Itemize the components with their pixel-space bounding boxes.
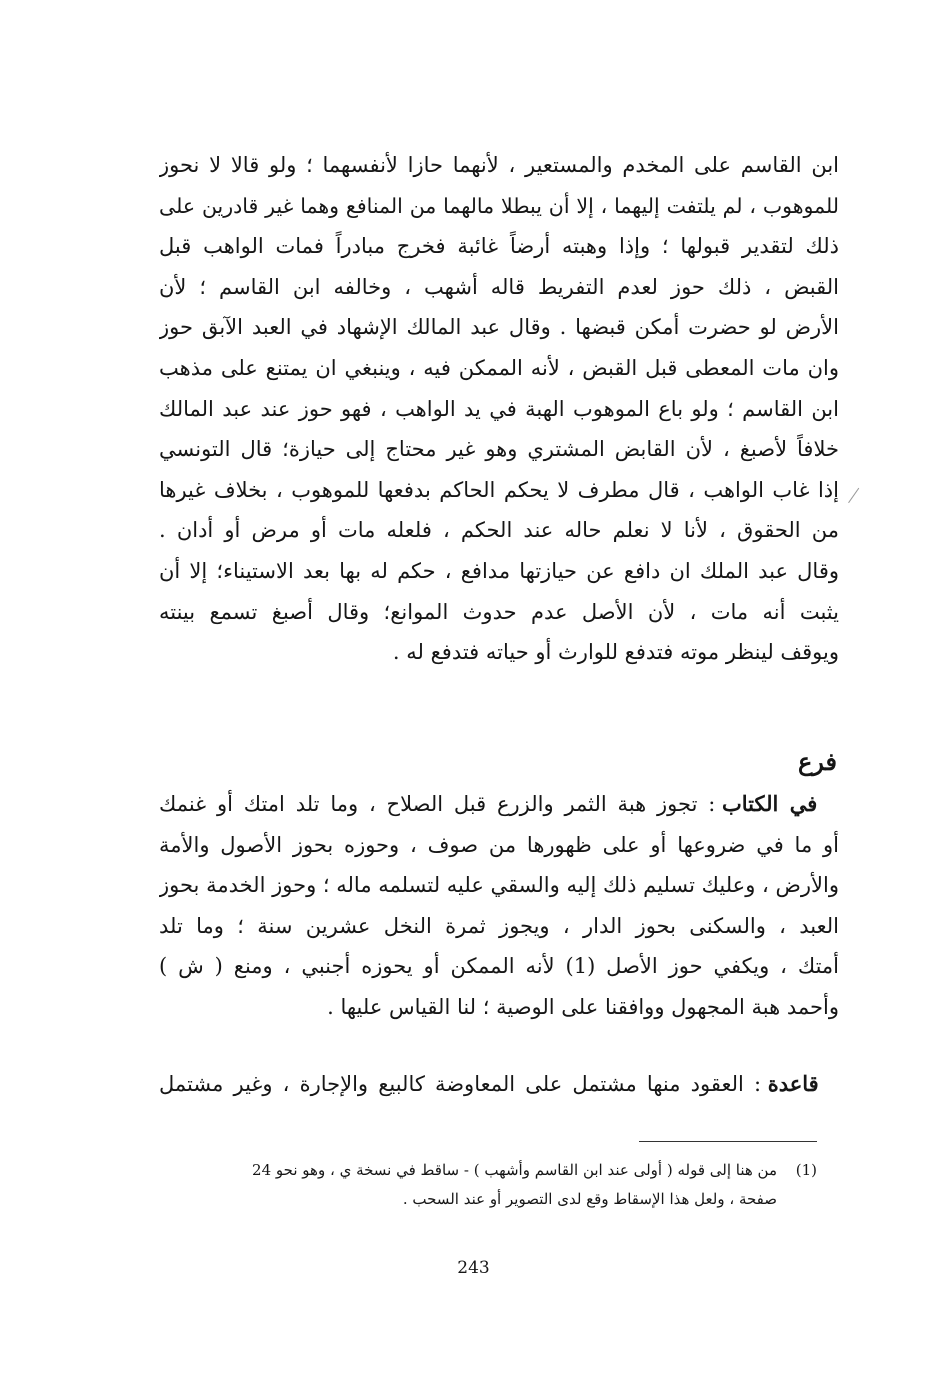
text-line: أو ما في ضروعها أو على ظهورها من صوف ، وحوزه بحوز الأصول والأمة <box>159 832 839 857</box>
text-line: وأحمد هبة المجهول ووافقنا على الوصية ؛ لنا القياس عليها . <box>327 994 839 1019</box>
paragraph-1 <box>159 145 839 673</box>
footnote-number: (1) <box>795 1161 817 1179</box>
footnote-text: صفحة ، ولعل هذا الإسقاط وقع لدى التصوير أو عند السحب . <box>402 1190 777 1208</box>
text-line: وقال عبد الملك ان دافع عن حيازتها مدافع ، حكم له بها بعد الاستيناء؛ إلا أن <box>159 558 839 583</box>
text-line: ابن القاسم ؛ ولو باع الموهوب الهبة في يد الواهب ، فهو حوز عند عبد المالك <box>159 396 839 421</box>
text-line: والأرض ، وعليك تسليم ذلك إليه والسقي عليه لتسلمه ماله ؛ وحوز الخدمة بحوز <box>159 873 839 898</box>
text-line: أمتك ، ويكفي حوز الأصل (1) لأنه الممكن أو يحوزه أجنبي ، ومنع ( ش ) <box>159 954 839 979</box>
text-line: يثبت أنه مات ، لأن الأصل عدم حدوث الموانع؛ وقال أصبغ تسمع بينته <box>159 599 839 624</box>
text-run: : العقود منها مشتمل على المعاوضة كالبيع والإجارة ، وغير مشتمل <box>159 1072 768 1096</box>
text-line: العبد ، والسكنى بحوز الدار ، ويجوز ثمرة النخل عشرين سنة ؛ وما تلد <box>159 913 839 938</box>
text-line: خلافاً لأصبغ ، لأن القابض المشتري وهو غير محتاج إلى حيازة؛ قال التونسي <box>159 437 839 462</box>
footnote-separator <box>639 1141 817 1142</box>
text-line: القبض ، ذلك حوز لعدم التفريط قاله أشهب ، وخالفه ابن القاسم ؛ لأن <box>159 274 839 299</box>
text-line <box>159 1064 839 1105</box>
text-line <box>159 784 839 825</box>
text-line: وان مات المعطى قبل القبض ، لأنه الممكن فيه ، وينبغي ان يمتنع على مذهب <box>159 355 839 380</box>
text-run: : تجوز هبة الثمر والزرع قبل الصلاح ، وما تلد امتك أو غنمك <box>159 792 723 816</box>
text-line: ويوقف لينظر موته فتدفع للوارث أو حياته فتدفع له . <box>392 640 839 665</box>
margin-pencil-mark <box>848 488 861 504</box>
text-line: ابن القاسم على المخدم والمستعير ، لأنهما حازا لأنفسهما ؛ ولو قالا لا نحوز <box>159 153 839 177</box>
paragraph-lead: قاعدة <box>767 1071 819 1096</box>
footnote-text: من هنا إلى قوله ( أولى عند ابن القاسم وأشهب ) - ساقط في نسخة ي ، وهو نحو 24 <box>252 1161 777 1179</box>
text-line: إذا غاب الواهب ، قال مطرف لا يحكم الحاكم بدفعها للموهوب ، بخلاف غيرها <box>159 477 839 502</box>
footnote-line <box>157 1156 817 1185</box>
page-number: 243 <box>457 1258 490 1278</box>
footnote <box>157 1156 817 1214</box>
paragraph-3 <box>159 1064 839 1105</box>
section-heading: فرع <box>797 747 837 776</box>
text-line: ذلك لتقدير قبولها ؛ وإذا وهبته أرضاً غائبة فخرج مبادراً فمات الواهب قبل <box>159 234 839 259</box>
text-line: للموهوب ، لم يلتفت إليهما ، إلا أن يبطلا مالهما من المنافع وهما غير قادرين على <box>159 193 839 218</box>
text-line: الأرض لو حضرت أمكن قبضها . وقال عبد المالك الإشهاد في العبد الآبق حوز <box>159 315 839 340</box>
paragraph-2 <box>159 784 839 1028</box>
footnote-line <box>157 1185 817 1214</box>
paragraph-lead: في الكتاب <box>722 791 818 816</box>
text-line: من الحقوق ، لأنا لا نعلم حاله عند الحكم ، فلعله مات أو مرض أو أدان . <box>159 518 839 543</box>
